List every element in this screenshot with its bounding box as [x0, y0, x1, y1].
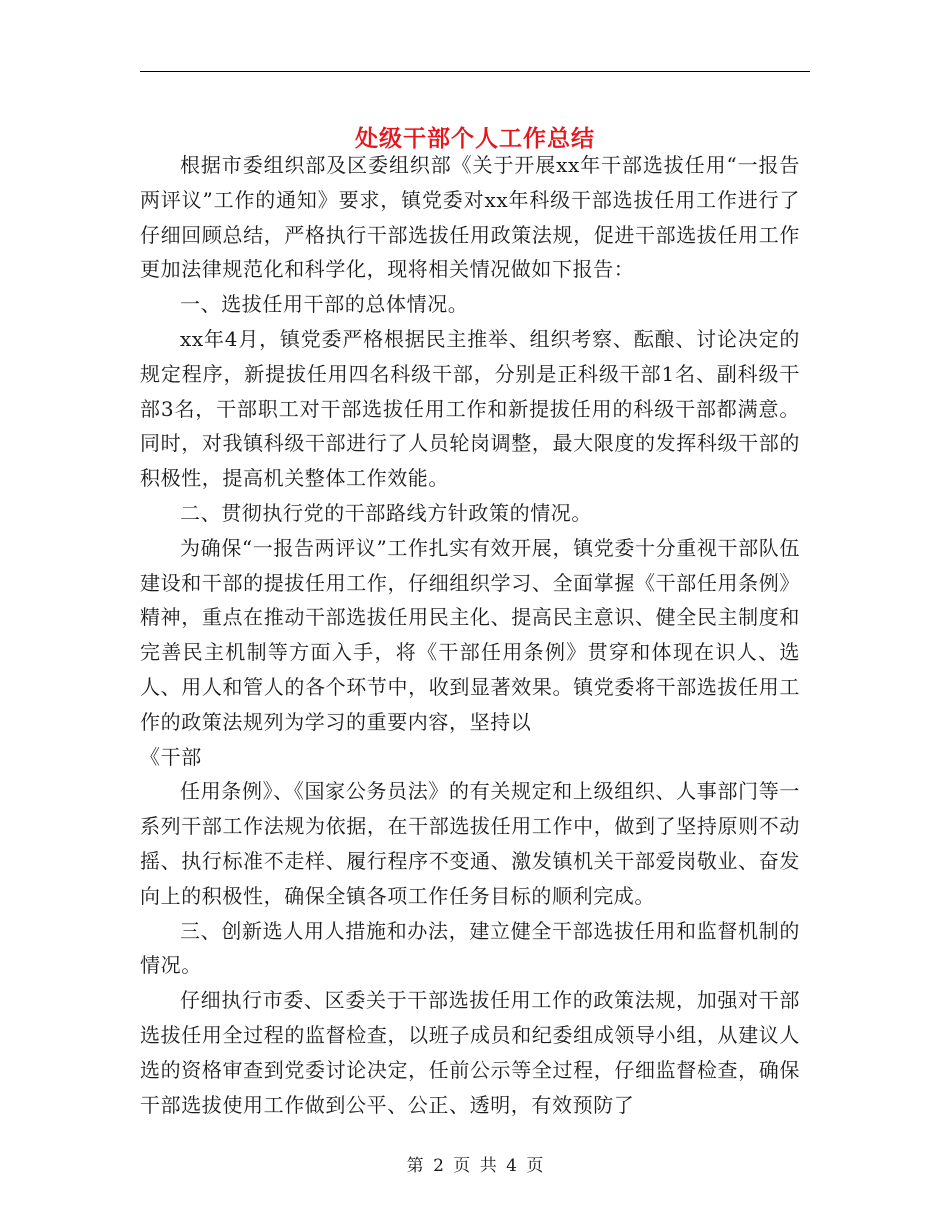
section-heading-1: 一、选拔任用干部的总体情况。 [180, 292, 469, 317]
paragraph-section-3: 仔细执行市委、区委关于干部选拔任用工作的政策法规，加强对干部选拔任用全过程的监督检查，以班子成员和纪委组成领导小组，从建议人选的资格审查到党委讨论决定，任前公示等全过程，仔细监督检查，确保干部选拔使用工作做到公平、公正、透明，有效预防了 [140, 988, 800, 1117]
paragraph-section-2: 为确保“一报告两评议”工作扎实有效开展，镇党委十分重视干部队伍建设和干部的提拔任用工作，仔细组织学习、全面掌握《干部任用条例》精神，重点在推动干部选拔任用民主化、提高民主意识、健全民主制度和完善民主机制等方面入手，将《干部任用条例》贯穿和体现在识人、选人、用人和管人的各个环节中，收到显著效果。镇党委将干部选拔任用工作的政策法规列为学习的重要内容，坚持以 [140, 535, 800, 734]
section-heading-3: 三、创新选人用人措施和办法，建立健全干部选拔任用和监督机制的情况。 [140, 918, 800, 978]
paragraph-section-2-continued: 任用条例》、《国家公务员法》的有关规定和上级组织、人事部门等一系列干部工作法规为依据，在干部选拔任用工作中，做到了坚持原则不动摇、执行标准不走样、履行程序不变通、激发镇机关干部爱岗敬业、奋发向上的积极性，确保全镇各项工作任务目标的顺利完成。 [140, 779, 800, 908]
section-heading-2: 二、贯彻执行党的干部路线方针政策的情况。 [180, 500, 592, 525]
page-number: 第 2 页 共 4 页 [406, 1156, 544, 1176]
header-rule [140, 71, 810, 72]
document-title: 处级干部个人工作总结 [355, 125, 595, 153]
paragraph-intro: 根据市委组织部及区委组织部《关于开展xx年干部选拔任用“一报告两评议”工作的通知》要求，镇党委对xx年科级干部选拔任用工作进行了仔细回顾总结，严格执行干部选拔任用政策法规，促进干部选拔任用工作更加法律规范化和科学化，现将相关情况做如下报告： [140, 153, 800, 282]
document-body [140, 148, 800, 1122]
paragraph-section-1: xx年4月，镇党委严格根据民主推举、组织考察、酝酿、讨论决定的规定程序，新提拔任用四名科级干部，分别是正科级干部1名、副科级干部3名，干部职工对干部选拔任用工作和新提拔任用的科级干部都满意。同时，对我镇科级干部进行了人员轮岗调整，最大限度的发挥科级干部的积极性，提高机关整体工作效能。 [140, 326, 800, 491]
paragraph-fragment: 《干部 [140, 744, 202, 769]
